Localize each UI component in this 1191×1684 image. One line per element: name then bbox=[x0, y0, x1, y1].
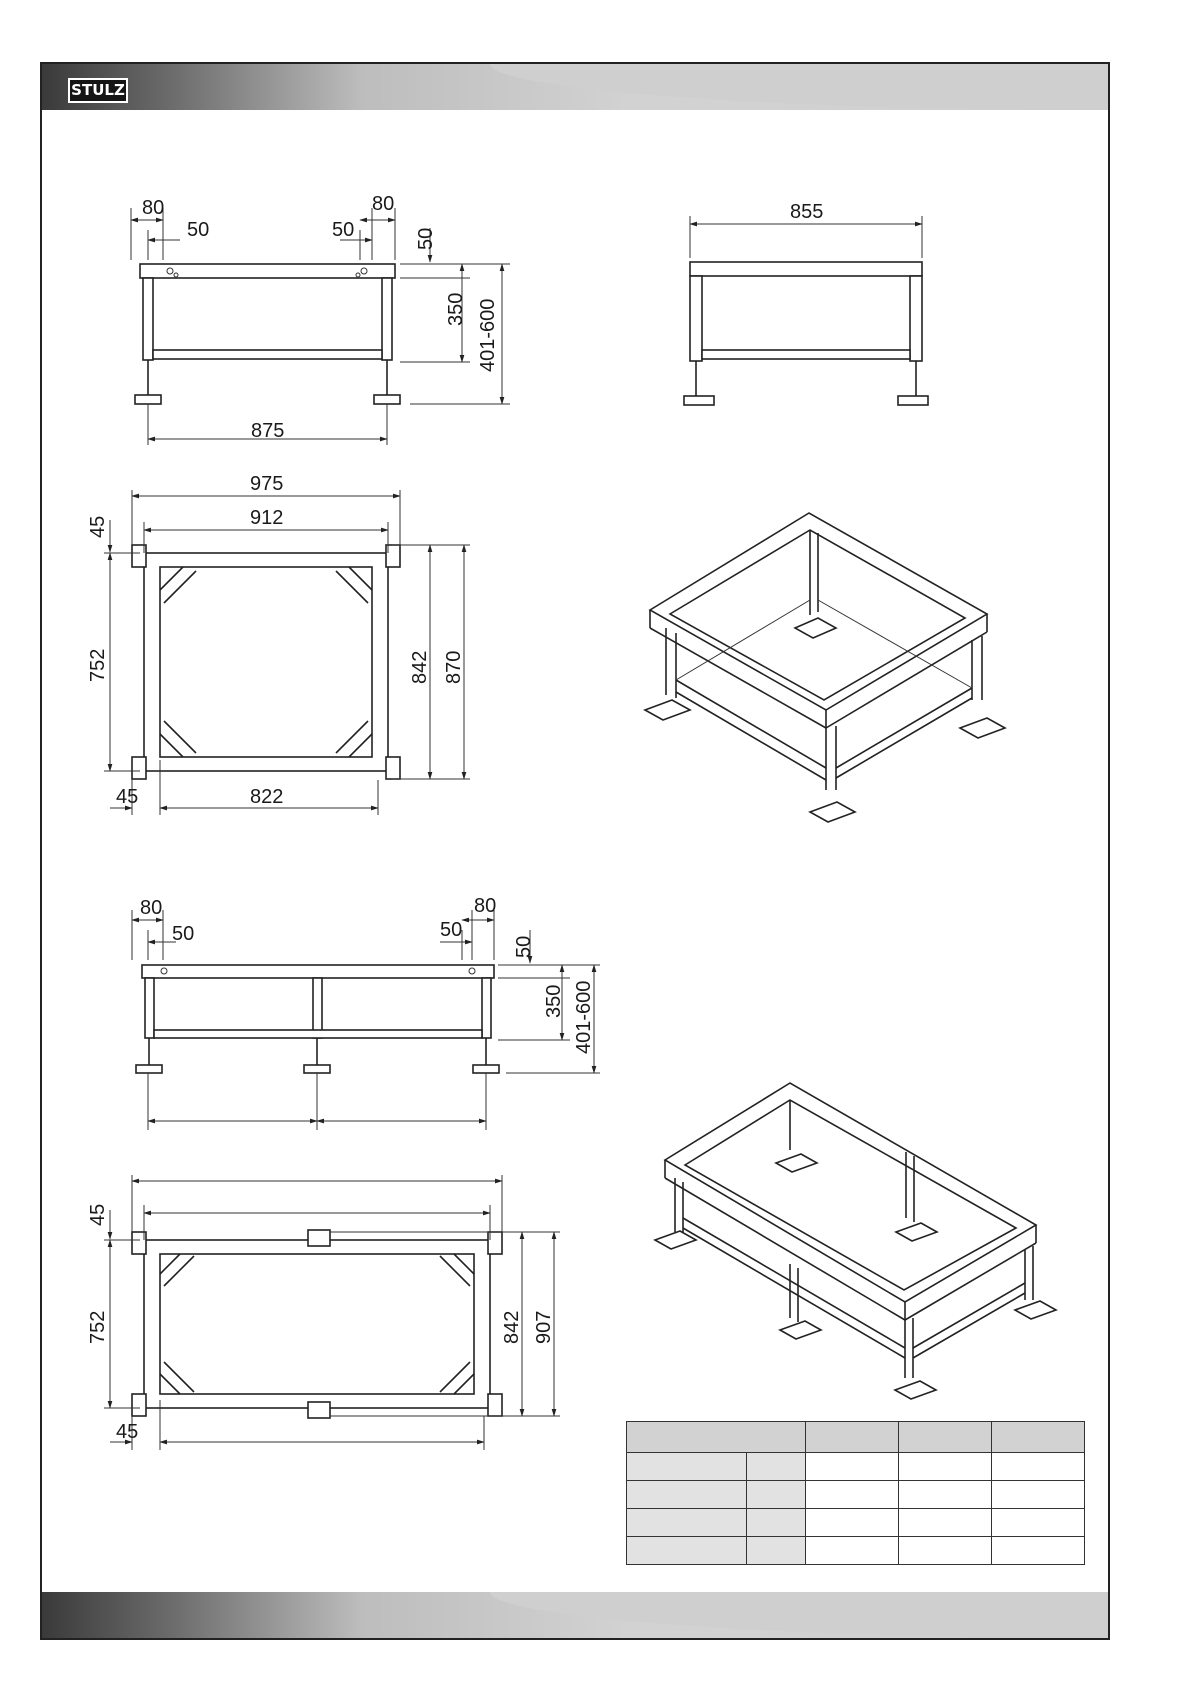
dim-text: 855 bbox=[790, 201, 824, 223]
table-cell bbox=[627, 1509, 747, 1537]
stulz-logo: STULZ bbox=[68, 78, 128, 103]
table-cell bbox=[899, 1509, 992, 1537]
table-cell bbox=[627, 1537, 747, 1565]
table-cell bbox=[992, 1422, 1085, 1453]
dim-text: 401-600 bbox=[477, 298, 499, 372]
table-cell bbox=[992, 1537, 1085, 1565]
dim-text: 45 bbox=[116, 1421, 139, 1443]
table-row bbox=[627, 1481, 1085, 1509]
iso-view-double bbox=[655, 1083, 1056, 1399]
table-cell bbox=[899, 1453, 992, 1481]
table-cell bbox=[746, 1509, 805, 1537]
plan-view-double bbox=[87, 1175, 560, 1450]
dim-text: 50 bbox=[513, 935, 535, 958]
table-row bbox=[627, 1453, 1085, 1481]
dim-text: 842 bbox=[501, 1310, 523, 1344]
dim-text: 50 bbox=[332, 219, 355, 241]
table-cell bbox=[806, 1453, 899, 1481]
dim-text: 45 bbox=[87, 1203, 109, 1226]
plan-view-single bbox=[87, 473, 470, 815]
dim-text: 80 bbox=[372, 193, 395, 215]
dim-text: 401-600 bbox=[573, 980, 595, 1054]
dim-text: 80 bbox=[140, 897, 163, 919]
dim-text: 752 bbox=[87, 648, 109, 682]
dim-text: 80 bbox=[142, 197, 165, 219]
dim-text: 45 bbox=[87, 515, 109, 538]
dim-text: 822 bbox=[250, 786, 284, 808]
table-cell bbox=[627, 1422, 806, 1453]
dim-text: 50 bbox=[172, 923, 195, 945]
table-row bbox=[627, 1537, 1085, 1565]
table-cell bbox=[899, 1422, 992, 1453]
table-row bbox=[627, 1422, 1085, 1453]
table-cell bbox=[806, 1537, 899, 1565]
dim-text: 912 bbox=[250, 507, 284, 529]
table-cell bbox=[899, 1481, 992, 1509]
table-cell bbox=[627, 1481, 747, 1509]
table-cell bbox=[746, 1453, 805, 1481]
dim-text: 350 bbox=[543, 984, 565, 1018]
dim-text: 975 bbox=[250, 473, 284, 495]
table-cell bbox=[746, 1537, 805, 1565]
table-cell bbox=[992, 1453, 1085, 1481]
side-view-double bbox=[132, 895, 600, 1130]
spec-table bbox=[626, 1421, 1085, 1565]
dim-text: 870 bbox=[443, 650, 465, 684]
dim-text: 50 bbox=[440, 919, 463, 941]
iso-view-single bbox=[645, 513, 1005, 822]
table-cell bbox=[627, 1453, 747, 1481]
table-cell bbox=[992, 1481, 1085, 1509]
table-cell bbox=[806, 1481, 899, 1509]
dim-text: 350 bbox=[445, 292, 467, 326]
dim-text: 45 bbox=[116, 786, 139, 808]
front-view bbox=[684, 201, 928, 405]
table-cell bbox=[992, 1509, 1085, 1537]
table-cell bbox=[806, 1422, 899, 1453]
side-view-single bbox=[131, 193, 510, 445]
table-row bbox=[627, 1509, 1085, 1537]
dim-text: 842 bbox=[409, 650, 431, 684]
dim-text: 875 bbox=[251, 420, 285, 442]
dim-text: 80 bbox=[474, 895, 497, 917]
table-cell bbox=[899, 1537, 992, 1565]
dim-text: 50 bbox=[415, 227, 437, 250]
table-cell bbox=[746, 1481, 805, 1509]
dim-text: 50 bbox=[187, 219, 210, 241]
table-cell bbox=[806, 1509, 899, 1537]
dim-text: 907 bbox=[533, 1310, 555, 1344]
dim-text: 752 bbox=[87, 1310, 109, 1344]
